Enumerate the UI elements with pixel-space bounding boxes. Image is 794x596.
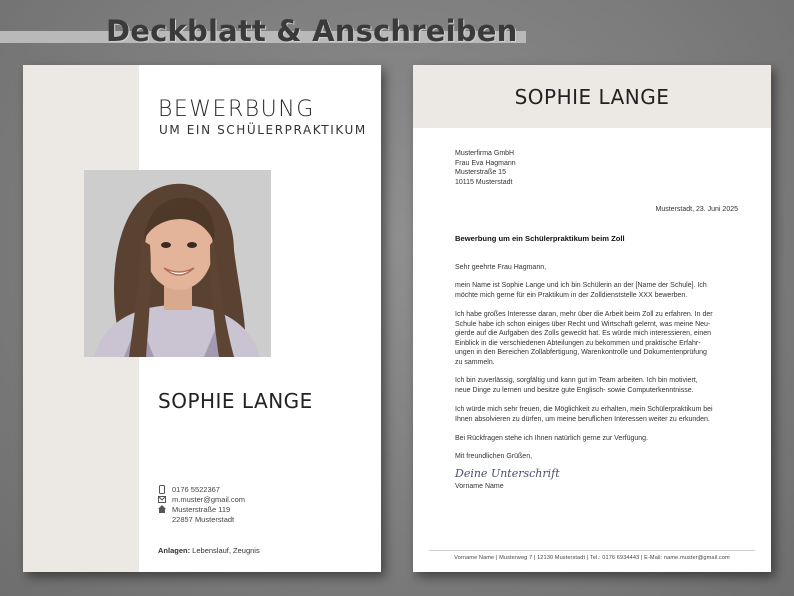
contact-street: Musterstraße 119 bbox=[172, 505, 231, 514]
paragraph-line: Ich bin zuverlässig, sorgfältig und kann gut im Team arbeiten. Ich bin motiviert, bbox=[455, 377, 698, 384]
cover-subtitle: UM EIN SCHÜLERPRAKTIKUM bbox=[159, 123, 367, 137]
letter-paragraph-5: Bei Rückfragen stehe ich Ihnen natürlich gerne zur Verfügung. bbox=[455, 435, 649, 442]
letter-subject: Bewerbung um ein Schülerpraktikum beim Zoll bbox=[455, 234, 625, 243]
applicant-photo bbox=[84, 170, 271, 357]
recipient-block bbox=[455, 149, 516, 187]
paragraph-line: Schule habe ich schon einiges über Recht und Wirtschaft gelernt, was meine Neu- bbox=[455, 320, 711, 328]
signature-name: Vorname Name bbox=[455, 483, 504, 490]
paragraph-line: gierde auf die Aufgaben des Zolls geweckt hat. Es würde mich interessieren, einen bbox=[455, 330, 712, 338]
letter-footer: Vorname Name | Musterweg 7 | 12130 Musterstadt | Tel.: 0176 6934443 | E-Mail: name.muster@gmail.com bbox=[454, 555, 730, 561]
letter-salutation: Sehr geehrte Frau Hagmann, bbox=[455, 264, 547, 271]
paragraph-line: Ich würde mich sehr freuen, die Möglichkeit zu erhalten, mein Schülerpraktikum bei bbox=[455, 406, 713, 413]
contact-email[interactable]: m.muster@gmail.com bbox=[172, 495, 246, 504]
cover-page bbox=[23, 65, 381, 572]
footer-divider bbox=[429, 550, 755, 551]
attachments-label: Anlagen: bbox=[158, 546, 191, 555]
letter-paragraph-2 bbox=[455, 310, 713, 368]
letter-paragraph-4 bbox=[455, 405, 713, 424]
cover-title: BEWERBUNG bbox=[158, 97, 315, 122]
banner-title: Deckblatt & Anschreiben bbox=[106, 14, 518, 48]
paragraph-line: Ihnen absolvieren zu dürfen, um meine beruflichen Interessen weiter zu erkunden. bbox=[455, 415, 710, 423]
letter-applicant-name: SOPHIE LANGE bbox=[514, 85, 670, 109]
recipient-line: 10115 Musterstadt bbox=[455, 178, 513, 186]
letter-paragraph-1 bbox=[455, 281, 707, 300]
attachments-value: Lebenslauf, Zeugnis bbox=[190, 546, 260, 555]
letter-page bbox=[413, 65, 771, 572]
signature: Deine Unterschrift bbox=[455, 467, 560, 480]
paragraph-line: zu sammeln. bbox=[455, 358, 495, 366]
paragraph-line: Ich habe großes Interesse daran, mehr über die Arbeit beim Zoll zu erfahren. In der bbox=[455, 311, 713, 318]
paragraph-line: ungen in den Bereichen Zollabfertigung, Warenkontrolle und Dokumentenprüfung bbox=[455, 349, 707, 357]
letter-date: Musterstadt, 23. Juni 2025 bbox=[655, 206, 738, 213]
cover-applicant-name: SOPHIE LANGE bbox=[158, 389, 313, 413]
letter-paragraph-3 bbox=[455, 376, 698, 395]
mail-icon bbox=[158, 496, 166, 504]
home-icon bbox=[158, 505, 166, 513]
contact-phone: 0176 5522367 bbox=[172, 485, 220, 494]
recipient-line: Musterstraße 15 bbox=[455, 169, 506, 177]
contact-city: 22857 Musterstadt bbox=[172, 515, 235, 524]
paragraph-line: möchte mich gerne für ein Praktikum in der Zolldienststelle XXX bewerben. bbox=[455, 291, 688, 299]
recipient-line: Frau Eva Hagmann bbox=[455, 159, 516, 167]
paragraph-line: mein Name ist Sophie Lange und ich bin Schülerin an der [Name der Schule]. Ich bbox=[455, 282, 707, 289]
recipient-line: Musterfirma GmbH bbox=[455, 150, 515, 157]
letter-closing: Mit freundlichen Grüßen, bbox=[455, 453, 533, 460]
phone-icon bbox=[158, 485, 166, 493]
attachments-line bbox=[158, 546, 260, 555]
paragraph-line: Einblick in die verschiedenen Abteilungen zu bekommen und praktische Erfahr- bbox=[455, 339, 701, 347]
paragraph-line: neue Dinge zu lernen und besitze gute Englisch- sowie Computerkenntnisse. bbox=[455, 386, 694, 394]
